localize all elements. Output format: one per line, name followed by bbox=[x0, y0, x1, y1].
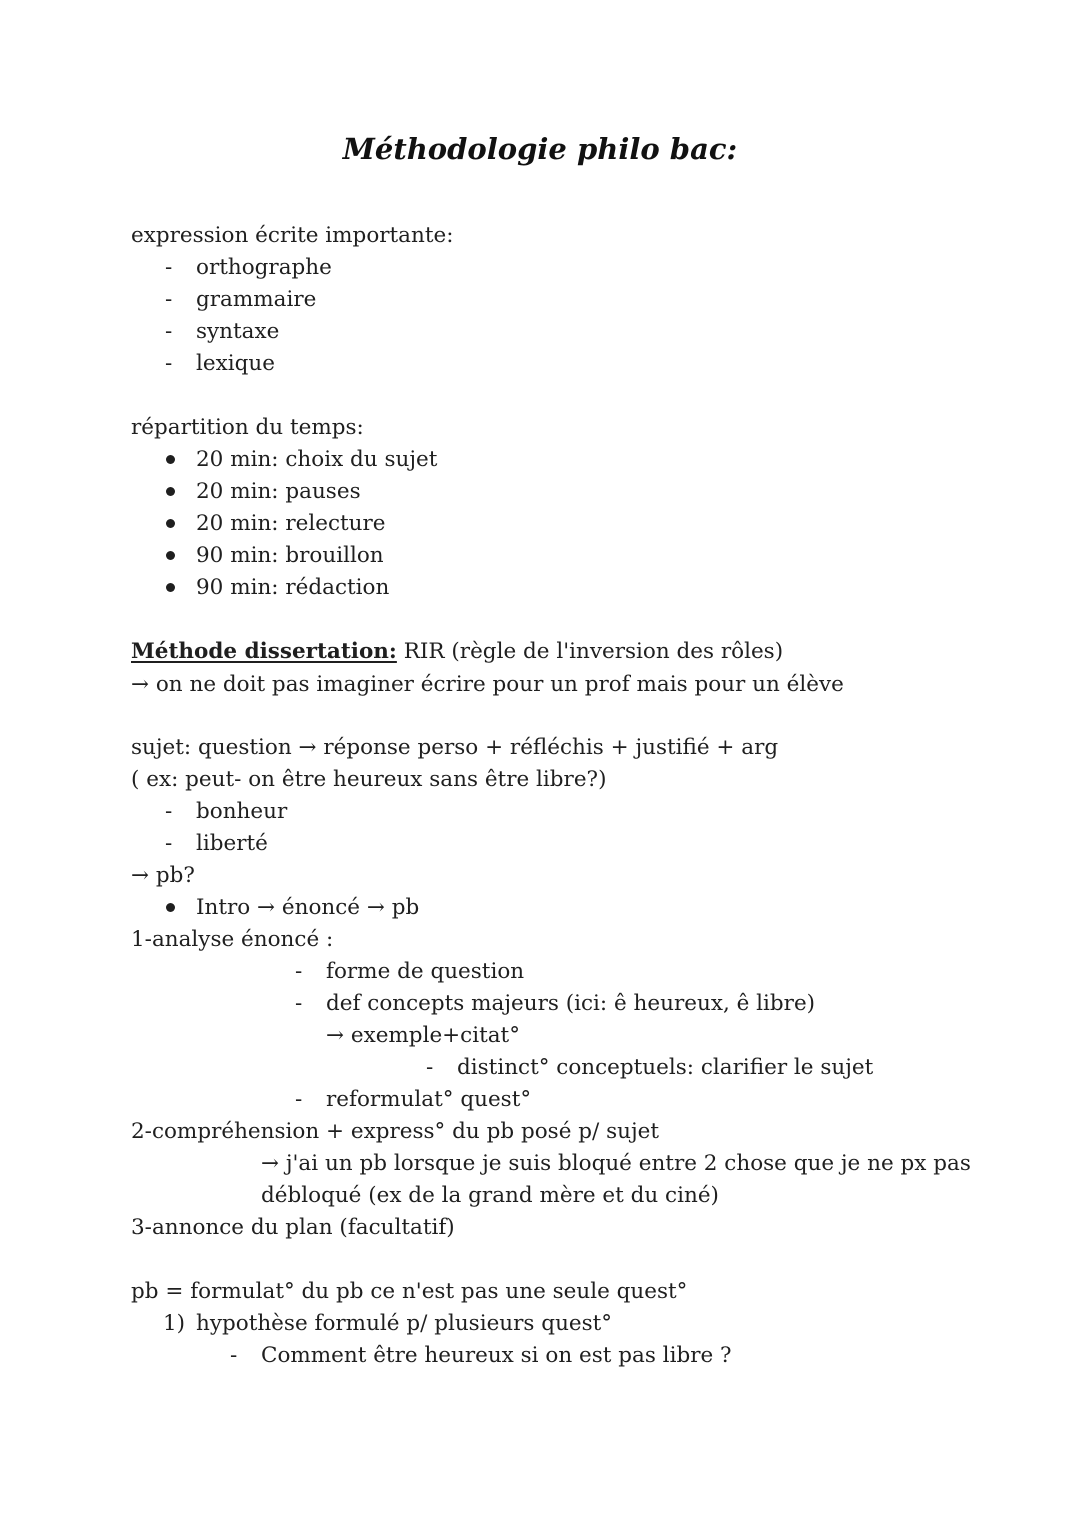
analyse-heading: 1-analyse énoncé : bbox=[131, 927, 334, 952]
list-item: liberté bbox=[196, 831, 268, 856]
list-item: 20 min: choix du sujet bbox=[196, 447, 438, 472]
dash-marker: - bbox=[295, 991, 303, 1016]
page-title: Méthodologie philo bac: bbox=[342, 132, 738, 166]
sujet-line: sujet: question → réponse perso + réfléchis + justifié + arg bbox=[131, 735, 779, 760]
dash-marker: - bbox=[426, 1055, 434, 1080]
expression-heading: expression écrite importante: bbox=[131, 223, 454, 248]
dash-marker: - bbox=[295, 959, 303, 984]
list-item-sub: → exemple+citat° bbox=[326, 1023, 520, 1048]
methode-arrow-line: → on ne doit pas imaginer écrire pour un prof mais pour un élève bbox=[131, 672, 844, 697]
list-number: 1) bbox=[163, 1311, 186, 1336]
list-item: 90 min: rédaction bbox=[196, 575, 390, 600]
dash-marker: - bbox=[165, 799, 173, 824]
list-item: forme de question bbox=[326, 959, 525, 984]
list-item: def concepts majeurs (ici: ê heureux, ê libre) bbox=[326, 991, 816, 1016]
list-item-sub: distinct° conceptuels: clarifier le sujet bbox=[457, 1055, 874, 1080]
methode-text: RIR (règle de l'inversion des rôles) bbox=[396, 639, 784, 664]
bullet-icon bbox=[166, 583, 175, 592]
dash-marker: - bbox=[165, 287, 173, 312]
list-item: 20 min: relecture bbox=[196, 511, 386, 536]
list-item: 20 min: pauses bbox=[196, 479, 361, 504]
pb-question: → pb? bbox=[131, 863, 195, 888]
methode-line bbox=[131, 636, 783, 668]
list-item-sub: Comment être heureux si on est pas libre ? bbox=[261, 1343, 732, 1368]
pb-heading: pb = formulat° du pb ce n'est pas une seule quest° bbox=[131, 1279, 688, 1304]
comprehension-line: → j'ai un pb lorsque je suis bloqué entre 2 chose que je ne px pas bbox=[261, 1151, 971, 1176]
comprehension-heading: 2-compréhension + express° du pb posé p/ sujet bbox=[131, 1119, 659, 1144]
dash-marker: - bbox=[295, 1087, 303, 1112]
list-item: 90 min: brouillon bbox=[196, 543, 384, 568]
dash-marker: - bbox=[165, 831, 173, 856]
dash-marker: - bbox=[165, 319, 173, 344]
sujet-example: ( ex: peut- on être heureux sans être libre?) bbox=[131, 767, 607, 792]
intro-item: Intro → énoncé → pb bbox=[196, 895, 420, 920]
annonce-heading: 3-annonce du plan (facultatif) bbox=[131, 1215, 455, 1240]
bullet-icon bbox=[166, 551, 175, 560]
bullet-icon bbox=[166, 455, 175, 464]
dash-marker: - bbox=[165, 351, 173, 376]
list-item: hypothèse formulé p/ plusieurs quest° bbox=[196, 1311, 613, 1336]
bullet-icon bbox=[166, 487, 175, 496]
list-item: grammaire bbox=[196, 287, 317, 312]
bullet-icon bbox=[166, 519, 175, 528]
list-item: bonheur bbox=[196, 799, 288, 824]
list-item: syntaxe bbox=[196, 319, 280, 344]
bullet-icon bbox=[166, 903, 175, 912]
repartition-heading: répartition du temps: bbox=[131, 415, 364, 440]
methode-label: Méthode dissertation: bbox=[131, 639, 397, 664]
dash-marker: - bbox=[230, 1343, 238, 1368]
list-item: lexique bbox=[196, 351, 275, 376]
dash-marker: - bbox=[165, 255, 173, 280]
comprehension-line: débloqué (ex de la grand mère et du ciné) bbox=[261, 1183, 719, 1208]
list-item: orthographe bbox=[196, 255, 332, 280]
list-item: reformulat° quest° bbox=[326, 1087, 532, 1112]
